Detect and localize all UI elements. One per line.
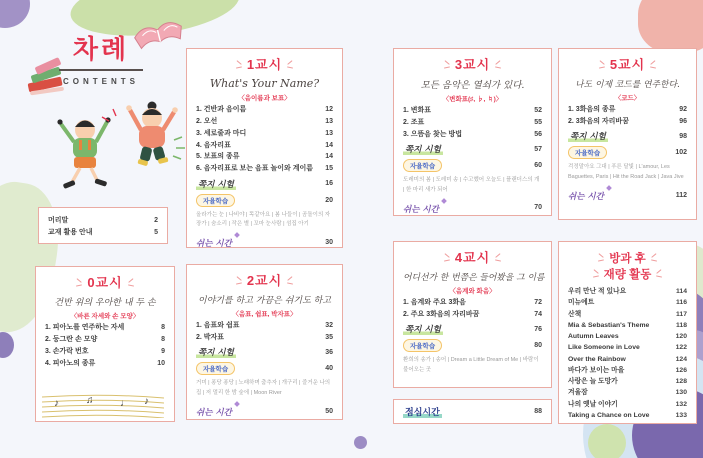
toc-item-label: 교재 활용 안내 xyxy=(48,229,93,237)
title-spark-icon xyxy=(76,279,83,288)
toc-item xyxy=(196,142,333,150)
section-subtitle: What's Your Name? xyxy=(209,77,320,91)
toc-item xyxy=(568,356,687,364)
section-subtitle: 나도 이제 코드를 연주한다. xyxy=(575,80,680,91)
toc-item-page: 10 xyxy=(157,359,165,367)
title-spark-icon xyxy=(649,61,656,70)
toc-item xyxy=(568,344,687,352)
toc-item xyxy=(403,119,542,127)
section-4 xyxy=(393,241,552,388)
toc-item xyxy=(196,106,333,114)
toc-item-label: 1. 건반과 음이름 xyxy=(196,106,247,114)
quiz-row xyxy=(196,178,333,190)
quiz-label: 쪽지 시험 xyxy=(570,132,606,143)
title-spark-icon xyxy=(599,61,606,70)
toc-item-page: 15 xyxy=(325,165,333,173)
self-study-row xyxy=(196,362,333,375)
toc-item-label: 1. 피아노를 연주하는 자세 xyxy=(45,324,125,332)
toc-item xyxy=(196,130,333,138)
self-study-page: 60 xyxy=(534,162,542,170)
section-category: 〈음계와 화음〉 xyxy=(449,288,496,296)
toc-item-page: 13 xyxy=(325,118,333,126)
break-page: 30 xyxy=(325,238,333,246)
toc-item-page: 120 xyxy=(675,333,687,341)
title-spark-icon xyxy=(650,254,657,263)
toc-item-page: 14 xyxy=(325,141,333,149)
song-list: 거미 | 퐁당 퐁당 | 노래하며 춤추자 | 개구리 | 즐거운 나의 집 | 저 멀리 한 밤 숲에 | Moon River xyxy=(196,380,331,396)
sparkle-icon xyxy=(441,198,447,204)
music-staff-icon xyxy=(42,392,164,418)
self-study-page: 20 xyxy=(325,196,333,204)
blob-top-left-purple xyxy=(0,0,30,28)
toc-item xyxy=(196,334,333,342)
toc-item-label: 미뉴에트 xyxy=(568,299,595,307)
break-row xyxy=(196,402,333,420)
toc-item-page: 56 xyxy=(534,130,542,138)
toc-item xyxy=(568,118,687,126)
quiz-label: 쪽지 시험 xyxy=(198,348,234,359)
section-subtitle: 모든 음악은 열쇠가 있다. xyxy=(420,80,525,92)
toc-item xyxy=(196,322,333,330)
toc-item-page: 12 xyxy=(325,106,333,114)
break-row xyxy=(568,186,687,204)
music-note-icon: ♫ xyxy=(86,395,94,406)
self-study-row xyxy=(403,339,542,352)
toc-list xyxy=(196,106,333,173)
toc-item xyxy=(45,336,165,344)
toc-item-page: 9 xyxy=(161,347,165,355)
quiz-page: 76 xyxy=(534,325,542,333)
section-title: 3교시 xyxy=(403,58,542,72)
self-study-badge: 자율학습 xyxy=(568,146,607,159)
blob-left-purple-dot xyxy=(0,332,14,358)
title-spark-icon xyxy=(593,270,600,279)
quiz-label: 쪽지 시험 xyxy=(405,145,441,156)
toc-list xyxy=(196,322,333,342)
toc-item-label: 2. 박자표 xyxy=(196,334,225,342)
song-list: 환희의 송가 | 송어 | Dream a Little Dream of Me | 바람이 불어오는 곳 xyxy=(403,357,539,373)
title-spark-icon xyxy=(236,61,243,70)
toc-item-label: Like Someone in Love xyxy=(568,344,640,352)
section-1 xyxy=(186,48,343,248)
toc-item-label: 머리말 xyxy=(48,217,69,225)
toc-item-label: Autumn Leaves xyxy=(568,333,619,341)
section-category: 〈음표, 쉼표, 박자표〉 xyxy=(232,311,297,319)
break-label: 쉬는 시간 xyxy=(196,239,232,250)
toc-item-page: 122 xyxy=(675,344,687,352)
toc-item-label: 3. 세로줄과 마디 xyxy=(196,129,247,137)
toc-item-label: 4. 음자리표 xyxy=(196,141,231,149)
section-2 xyxy=(186,264,343,420)
toc-item xyxy=(403,299,542,307)
toc-item xyxy=(48,229,158,237)
toc-item-page: 8 xyxy=(161,336,165,344)
song-list: 올라가는 눈 | 나비야 | 똑같아요 | 봄 나들이 | 곰돌이의 자장가 | 숨소리 | 작은 별 | 꼬마 눈사람 | 섬집 아기 xyxy=(196,211,331,227)
title-spark-icon xyxy=(494,61,501,70)
toc-list xyxy=(403,299,542,319)
break-page: 112 xyxy=(675,191,687,199)
toc-item-page: 35 xyxy=(325,334,333,342)
girl xyxy=(102,102,185,167)
toc-item-label: Over the Rainbow xyxy=(568,355,626,363)
section-title: 2교시 xyxy=(196,274,333,288)
toc-item-page: 132 xyxy=(675,400,687,408)
title-divider xyxy=(59,69,143,71)
intro-list xyxy=(48,217,158,237)
toc-item-page: 8 xyxy=(161,324,165,332)
section-category: 〈바른 자세와 손 모양〉 xyxy=(70,313,140,321)
section-title: 4교시 xyxy=(403,251,542,265)
toc-item-page: 14 xyxy=(325,153,333,161)
song-list: 걱정말아요 그대 | 푸른 달빛 | L'amour, Les Baguettes, Paris | Hit the Road Jack | Java Jive xyxy=(568,164,684,180)
toc-item xyxy=(45,348,165,356)
lunch-row xyxy=(403,405,542,418)
self-study-row xyxy=(196,194,333,207)
toc-item xyxy=(568,106,687,114)
toc-item-label: 5. 보표의 종류 xyxy=(196,153,240,161)
toc-item-label: 3. 으뜸음 찾는 방법 xyxy=(403,130,463,138)
self-study-badge: 자율학습 xyxy=(196,194,235,207)
section-category: 〈변화표(♯, ♭, ♮)〉 xyxy=(442,96,503,104)
blob-top-right-pink xyxy=(638,0,703,54)
toc-item xyxy=(196,165,333,173)
toc-item-page: 130 xyxy=(675,389,687,397)
toc-item-page: 133 xyxy=(675,411,687,419)
toc-item xyxy=(403,131,542,139)
toc-item-page: 2 xyxy=(154,217,158,225)
title-spark-icon xyxy=(494,254,501,263)
after-school-box xyxy=(558,241,697,424)
break-label: 쉬는 시간 xyxy=(568,192,604,203)
toc-item-label: 6. 음자리표로 보는 음표 놀이와 계이름 xyxy=(196,165,313,173)
toc-item-page: 128 xyxy=(675,378,687,386)
self-study-badge: 자율학습 xyxy=(403,159,442,172)
boy xyxy=(57,117,110,189)
toc-item xyxy=(568,333,687,341)
title-spark-icon xyxy=(444,61,451,70)
music-note-icon: ♩ xyxy=(120,398,130,409)
quiz-page: 57 xyxy=(534,145,542,153)
sparkle-icon xyxy=(606,185,612,191)
toc-item-label: 4. 피아노의 종류 xyxy=(45,359,96,367)
music-note-icon: ♪ xyxy=(144,396,149,407)
toc-item-label: Taking a Chance on Love xyxy=(568,411,650,419)
toc-item xyxy=(568,401,687,409)
self-study-badge: 자율학습 xyxy=(403,339,442,352)
toc-list xyxy=(568,106,687,126)
toc-item-page: 52 xyxy=(534,107,542,115)
toc-item-label: 3. 손가락 번호 xyxy=(45,347,89,355)
toc-list xyxy=(403,107,542,139)
title-spark-icon xyxy=(127,279,134,288)
self-study-row xyxy=(568,146,687,159)
toc-item-label: 2. 둥그란 손 모양 xyxy=(45,336,98,344)
after-school-list xyxy=(568,288,687,420)
toc-item-label: 사랑은 늘 도망가 xyxy=(568,378,618,386)
section-title: 1교시 xyxy=(196,58,333,72)
self-study-page: 102 xyxy=(675,149,687,157)
break-row xyxy=(403,199,542,217)
self-study-badge: 자율학습 xyxy=(196,362,235,375)
section-title: 5교시 xyxy=(568,58,687,72)
section-subtitle: 이야기를 하고 가끔은 쉬기도 하고 xyxy=(197,296,332,307)
title-spark-icon xyxy=(286,61,293,70)
toc-item-label: 나의 옛날 이야기 xyxy=(568,400,618,408)
toc-item-label: 2. 오선 xyxy=(196,118,218,126)
quiz-label: 쪽지 시험 xyxy=(198,179,234,190)
break-row xyxy=(196,233,333,251)
title-spark-icon xyxy=(598,254,605,263)
title-spark-icon xyxy=(444,254,451,263)
quiz-row xyxy=(403,323,542,335)
self-study-page: 80 xyxy=(534,342,542,350)
section-subtitle: 어디선가 한 번쯤은 들어봤을 그 이름 xyxy=(403,273,545,284)
section-5 xyxy=(558,48,697,220)
title-spark-icon xyxy=(655,270,662,279)
blob-bottom-center-purple-dot xyxy=(354,436,367,449)
break-label: 쉬는 시간 xyxy=(403,204,439,215)
toc-item-page: 114 xyxy=(676,288,687,296)
song-list: 도레미의 봄 | 도레미 송 | 수고했어 오늘도 | 플랜더스의 개 | 한 마리 새가 되어 xyxy=(403,177,540,193)
quiz-page: 98 xyxy=(679,132,687,140)
break-page: 50 xyxy=(325,407,333,415)
toc-item xyxy=(568,288,687,296)
toc-item xyxy=(568,311,687,319)
toc-item-label: 2. 주요 3화음의 자리바꿈 xyxy=(403,311,480,319)
quiz-page: 16 xyxy=(325,180,333,188)
jumping-kids-illustration xyxy=(46,100,188,212)
toc-item-label: 우리 만난 적 있나요 xyxy=(568,288,627,296)
toc-item xyxy=(568,367,687,375)
section-0 xyxy=(35,266,175,422)
self-study-row xyxy=(403,159,542,172)
toc-item-label: 산책 xyxy=(568,310,582,318)
toc-item-label: 2. 조표 xyxy=(403,119,425,127)
quiz-page: 36 xyxy=(325,348,333,356)
toc-item-page: 13 xyxy=(325,129,333,137)
toc-item xyxy=(403,311,542,319)
sparkle-icon xyxy=(234,232,240,238)
section-title: 0교시 xyxy=(45,276,165,290)
toc-item-page: 32 xyxy=(325,322,333,330)
break-page: 70 xyxy=(534,204,542,212)
quiz-row xyxy=(196,346,333,358)
quiz-row xyxy=(568,130,687,142)
toc-item-page: 126 xyxy=(675,366,687,374)
self-study-page: 40 xyxy=(325,365,333,373)
page-subtitle: CONTENTS xyxy=(63,76,139,86)
section-category: 〈음이름과 보표〉 xyxy=(238,95,291,103)
toc-item-page: 55 xyxy=(534,119,542,127)
toc-item xyxy=(45,360,165,368)
music-note-icon: ♪ xyxy=(54,398,59,409)
intro-box xyxy=(38,207,168,244)
toc-item-page: 74 xyxy=(534,311,542,319)
sparkle-icon xyxy=(234,401,240,407)
toc-item xyxy=(403,107,542,115)
title-spark-icon xyxy=(286,277,293,286)
toc-item-label: 1. 변화표 xyxy=(403,107,432,115)
lunch-box xyxy=(393,399,552,424)
section-category: 〈코드〉 xyxy=(614,95,641,103)
toc-item-label: 1. 음계와 주요 3화음 xyxy=(403,299,466,307)
toc-item xyxy=(568,389,687,397)
break-label: 쉬는 시간 xyxy=(196,408,232,419)
toc-item-page: 72 xyxy=(534,299,542,307)
toc-item-label: 바다가 보이는 마을 xyxy=(568,366,625,374)
toc-item xyxy=(45,324,165,332)
after-school-title: 방과 후 재량 활동 xyxy=(568,252,687,283)
title-spark-icon xyxy=(236,277,243,286)
toc-item xyxy=(568,378,687,386)
toc-item xyxy=(48,217,158,225)
toc-item-label: 1. 3화음의 종류 xyxy=(568,106,616,114)
toc-item xyxy=(568,299,687,307)
toc-item-page: 118 xyxy=(676,321,687,329)
toc-item-page: 124 xyxy=(675,355,687,363)
lunch-label: 점심시간 xyxy=(405,407,440,417)
toc-item-label: 겨울잠 xyxy=(568,389,588,397)
toc-item-page: 96 xyxy=(679,118,687,126)
toc-item-page: 5 xyxy=(154,229,158,237)
blob-bottom-green-dot xyxy=(588,424,626,458)
quiz-row xyxy=(403,143,542,155)
page-header xyxy=(45,36,157,86)
toc-list xyxy=(45,324,165,368)
toc-item xyxy=(196,153,333,161)
section-subtitle: 건반 위의 우아한 내 두 손 xyxy=(54,298,156,309)
section-3 xyxy=(393,48,552,216)
toc-item xyxy=(568,322,687,330)
page-title: 차례 xyxy=(72,34,130,64)
toc-item-label: Mia & Sebastian's Theme xyxy=(568,321,650,329)
lunch-page: 88 xyxy=(534,408,542,415)
toc-item-label: 1. 음표와 쉼표 xyxy=(196,322,240,330)
toc-item-page: 116 xyxy=(676,299,687,307)
quiz-label: 쪽지 시험 xyxy=(405,325,441,336)
toc-item-label: 2. 3화음의 자리바꿈 xyxy=(568,118,629,126)
toc-item-page: 92 xyxy=(679,106,687,114)
toc-item xyxy=(568,412,687,420)
toc-item xyxy=(196,118,333,126)
toc-item-page: 117 xyxy=(676,310,687,318)
